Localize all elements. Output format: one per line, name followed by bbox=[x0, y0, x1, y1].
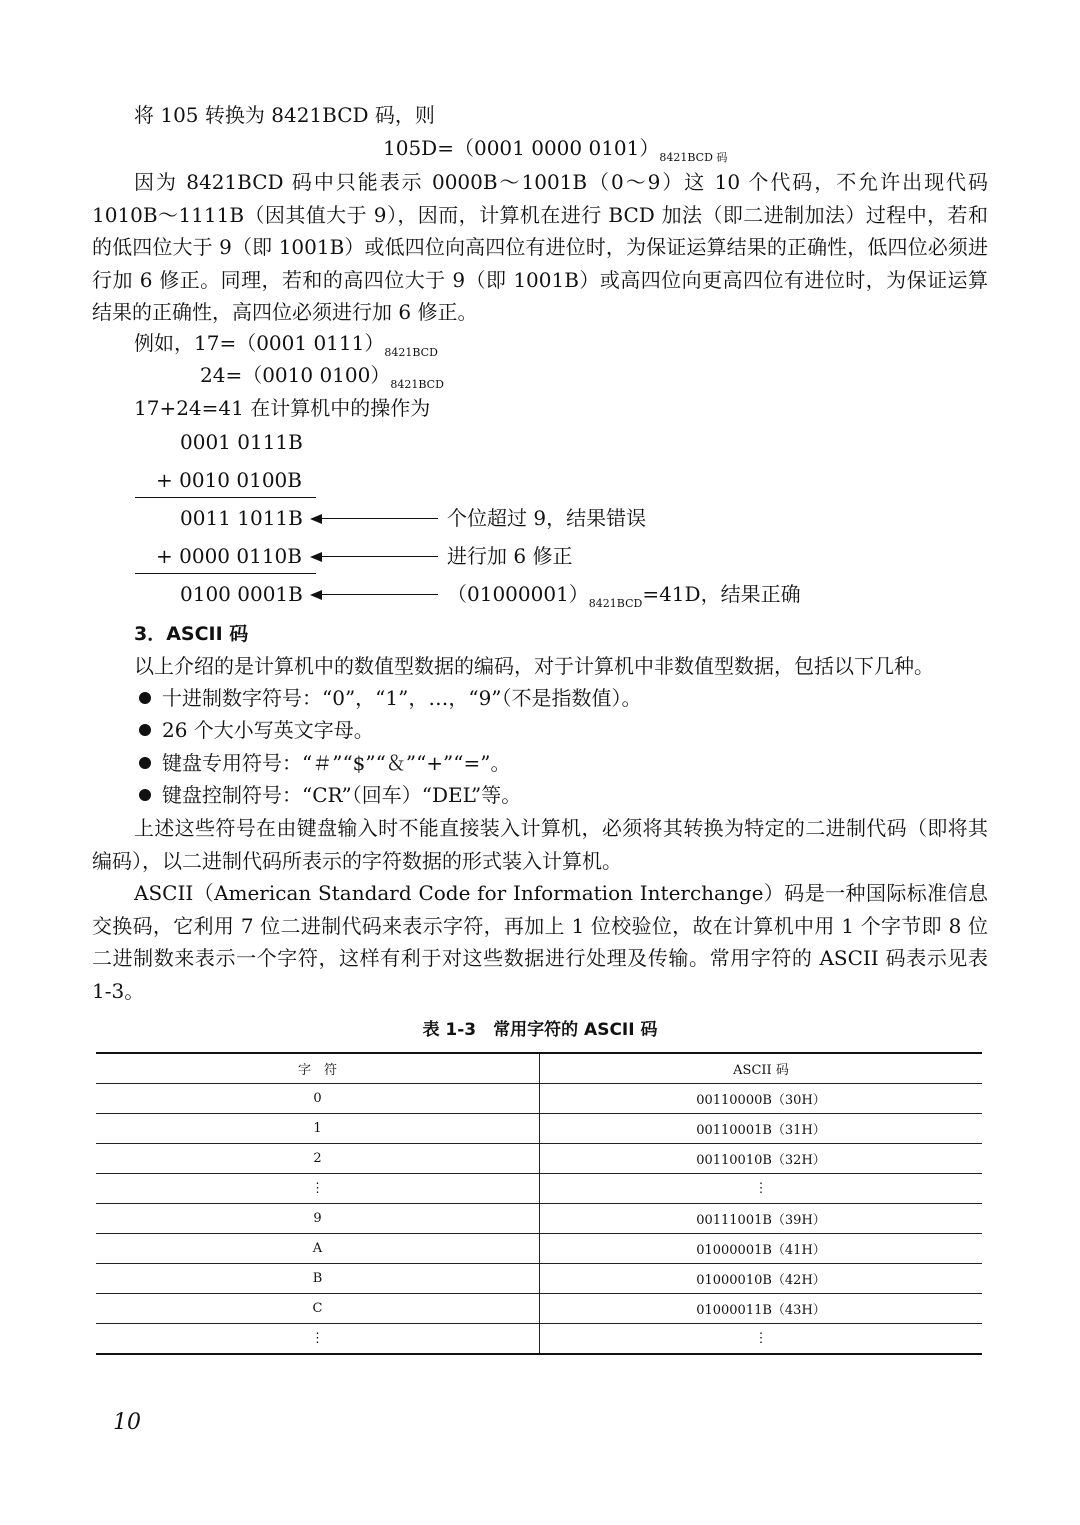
calc-note-result-subscript: 8421BCD bbox=[588, 597, 643, 610]
table-cell-code: 00110010B（32H） bbox=[540, 1144, 983, 1174]
table-row bbox=[96, 1324, 982, 1355]
bullet-icon bbox=[139, 692, 151, 704]
table-header-char: 字 符 bbox=[96, 1053, 540, 1084]
calc-note-result-b: =41D，结果正确 bbox=[642, 582, 801, 606]
page-number: 10 bbox=[113, 1410, 141, 1435]
paragraph-bcd-correction: 因为 8421BCD 码中只能表示 0000B～1001B（0～9）这 10 个代码，不允许出现代码 1010B～1111B（因其值大于 9），因而，计算机在进行 BCD 加法（即二进制加法）过程中，若和的低四位大于 9（即 1001B）或低四位向高四位有进位时，为保证运算结果的正确性，低四位必须进行加 6 修正。同理，若和的高四位大于 9（即 1001B）或高四位向更高四位有进位时，为保证运算结果的正确性，高四位必须进行加 6 修正。 bbox=[92, 170, 988, 324]
table-row bbox=[96, 1174, 982, 1204]
bullet-icon bbox=[139, 789, 151, 801]
bullet-icon bbox=[139, 757, 151, 769]
table-row bbox=[96, 1234, 982, 1264]
table-cell-char: ⋮ bbox=[96, 1174, 540, 1204]
table-cell-char: ⋮ bbox=[96, 1324, 540, 1355]
calc-sum-rule-2 bbox=[135, 573, 316, 574]
example-24-main: 24=（0010 0100） bbox=[200, 363, 391, 387]
table-cell-char: A bbox=[96, 1234, 540, 1264]
table-cell-char: 9 bbox=[96, 1204, 540, 1234]
example-17-subscript: 8421BCD bbox=[384, 346, 438, 359]
calc-note-correction: 进行加 6 修正 bbox=[447, 544, 573, 568]
table-cell-char: C bbox=[96, 1294, 540, 1324]
calc-note-result-a: （01000001） bbox=[447, 582, 589, 606]
example-17-main: 例如，17=（0001 0111） bbox=[134, 331, 385, 355]
table-header-row bbox=[96, 1053, 982, 1084]
paragraph-encoding: 上述这些符号在由键盘输入时不能直接装入计算机，必须将其转换为特定的二进制代码（即将其编码），以二进制代码所表示的字符数据的形式装入计算机。 bbox=[92, 816, 988, 873]
calc-note-result bbox=[447, 580, 801, 618]
equation-105-main: 105D=（0001 0000 0101） bbox=[383, 136, 660, 160]
paragraph-non-numeric-intro: 以上介绍的是计算机中的数值型数据的编码，对于计算机中非数值型数据，包括以下几种。 bbox=[134, 654, 934, 678]
table-cell-char: B bbox=[96, 1264, 540, 1294]
arrow-left-icon bbox=[312, 594, 438, 595]
table-cell-char: 1 bbox=[96, 1114, 540, 1144]
table-cell-code: ⋮ bbox=[540, 1174, 983, 1204]
table-cell-code: ⋮ bbox=[540, 1324, 983, 1355]
arrow-left-icon bbox=[312, 518, 438, 519]
bullet-item-1: 十进制数字符号：“0”，“1”，…，“9”（不是指数值）。 bbox=[162, 686, 642, 710]
example-sum-line: 17+24=41 在计算机中的操作为 bbox=[134, 396, 431, 420]
calc-row-2: + 0010 0100B bbox=[156, 468, 302, 492]
table-row bbox=[96, 1204, 982, 1234]
table-row bbox=[96, 1294, 982, 1324]
intro-line: 将 105 转换为 8421BCD 码，则 bbox=[134, 103, 435, 127]
table-header-code: ASCII 码 bbox=[540, 1053, 983, 1084]
table-cell-code: 00110000B（30H） bbox=[540, 1084, 983, 1114]
equation-105-subscript: 8421BCD 码 bbox=[659, 151, 728, 164]
bullet-item-4: 键盘控制符号：“CR”（回车）“DEL”等。 bbox=[162, 783, 522, 807]
table-cell-code: 00110001B（31H） bbox=[540, 1114, 983, 1144]
table-cell-code: 00111001B（39H） bbox=[540, 1204, 983, 1234]
table-cell-char: 2 bbox=[96, 1144, 540, 1174]
table-caption: 表 1-3 常用字符的 ASCII 码 bbox=[422, 1020, 658, 1040]
bullet-item-3: 键盘专用符号：“＃”“$”“＆”“+”“=”。 bbox=[162, 751, 511, 775]
bullet-item-2: 26 个大小写英文字母。 bbox=[162, 718, 374, 742]
table-cell-code: 01000010B（42H） bbox=[540, 1264, 983, 1294]
table-row bbox=[96, 1084, 982, 1114]
section-heading: 3．ASCII 码 bbox=[134, 623, 249, 645]
table-row bbox=[96, 1264, 982, 1294]
ascii-table bbox=[96, 1052, 982, 1355]
table-row bbox=[96, 1114, 982, 1144]
calc-row-5: 0100 0001B bbox=[180, 582, 303, 606]
arrow-left-icon bbox=[312, 556, 438, 557]
table-cell-code: 01000001B（41H） bbox=[540, 1234, 983, 1264]
table-cell-code: 01000011B（43H） bbox=[540, 1294, 983, 1324]
calc-note-error: 个位超过 9，结果错误 bbox=[447, 506, 647, 530]
bullet-icon bbox=[139, 724, 151, 736]
calc-row-3: 0011 1011B bbox=[180, 506, 303, 530]
calc-row-4: + 0000 0110B bbox=[156, 544, 302, 568]
calc-sum-rule-1 bbox=[135, 497, 316, 498]
table-cell-char: 0 bbox=[96, 1084, 540, 1114]
paragraph-ascii-definition: ASCII（American Standard Code for Information Interchange）码是一种国际标准信息交换码，它利用 7 位二进制代码来表示字符，再加上 1 位校验位，故在计算机中用 1 个字节即 8 位二进制数来表示一个字符，这样有利于对这些数据进行处理及传输。常用字符的 ASCII 码表示见表 1-3。 bbox=[92, 881, 988, 1003]
table-row bbox=[96, 1144, 982, 1174]
calc-row-1: 0001 0111B bbox=[180, 430, 303, 454]
example-24-subscript: 8421BCD bbox=[390, 378, 444, 391]
